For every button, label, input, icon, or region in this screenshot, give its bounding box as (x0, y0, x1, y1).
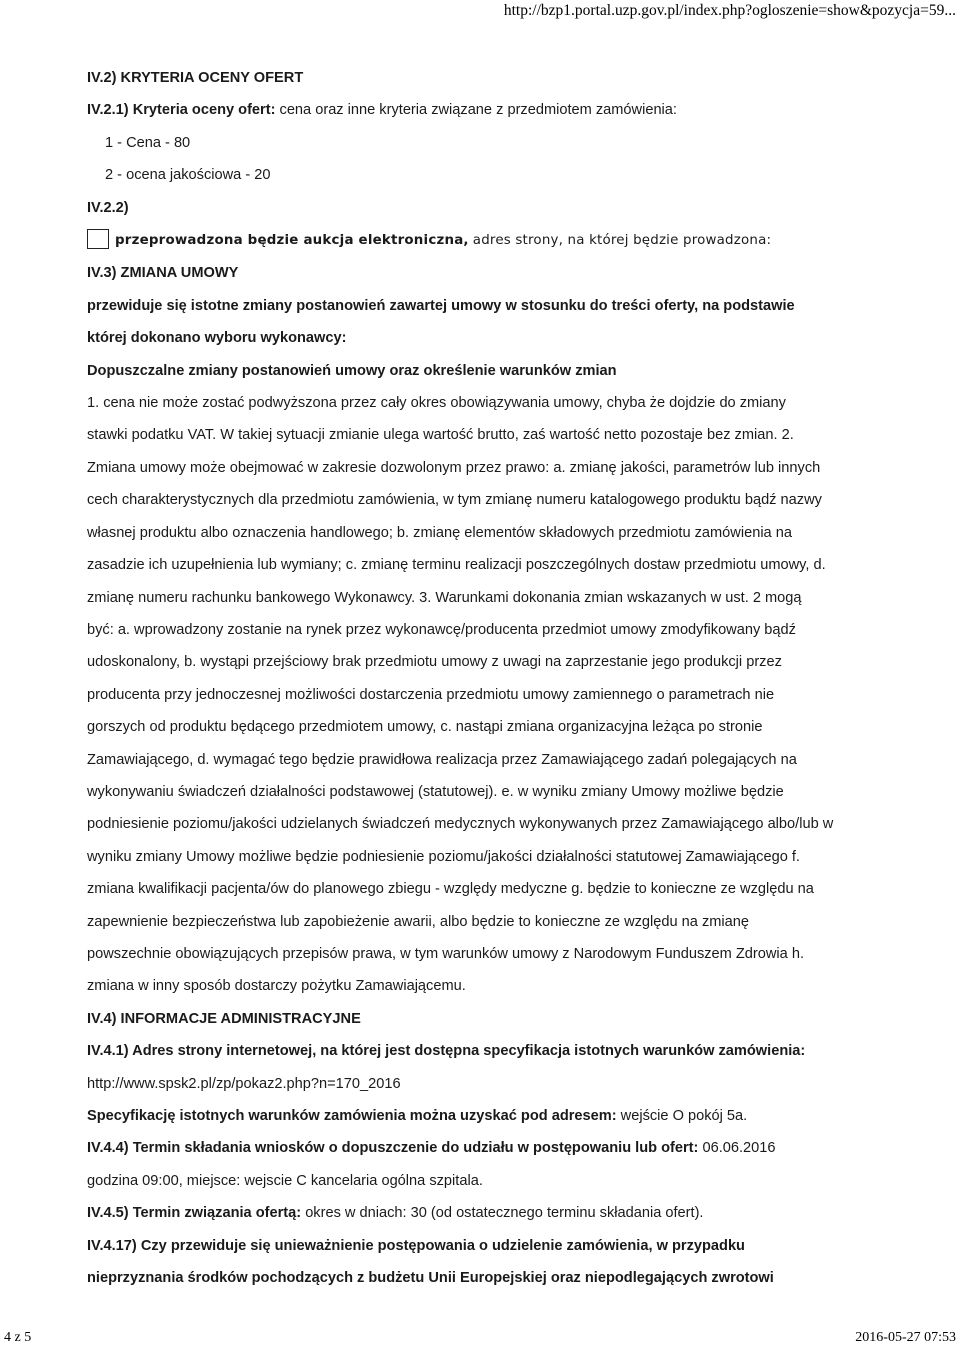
section-iv21-label: IV.2.1) Kryteria oceny ofert: (87, 102, 276, 119)
aukcja-checkbox[interactable] (87, 229, 109, 249)
section-iv21-text: cena oraz inne kryteria związane z przedmiotem zamówienia: (279, 102, 677, 119)
iv3-body-line: 1. cena nie może zostać podwyższona przez cały okres obowiązywania umowy, chyba że dojdzie do zmiany (87, 395, 786, 412)
siwz-address-value: wejście O pokój 5a. (620, 1108, 748, 1124)
print-header-url: http://bzp1.portal.uzp.gov.pl/index.php?ogloszenie=show&pozycja=59... (503, 2, 956, 19)
iv3-body-line: być: a. wprowadzony zostanie na rynek przez wykonawcę/producenta przedmiot umowy zmodyfikowany bądź (87, 621, 796, 638)
section-iv45 (87, 1197, 902, 1229)
iv3-body-line: udoskonalony, b. wystąpi przejściowy brak przedmiotu umowy z uwagi na zaprzestanie jego produkcji przez (87, 654, 782, 671)
section-iv44-line2: godzina 09:00, miejsce: wejscie C kancelaria ogólna szpitala. (87, 1172, 483, 1189)
iv3-body-line: wykonywaniu świadczeń działalności podstawowej (statutowej). e. w wyniku zmiany Umowy możliwe będzie (87, 783, 784, 800)
iv3-body-line: zmiana w inny sposób dostarczy pożytku Zamawiającemu. (87, 978, 466, 995)
page-number: 4 z 5 (4, 1330, 32, 1345)
section-iv45-label: IV.4.5) Termin związania ofertą: (87, 1205, 302, 1222)
iv3-body-line: podniesienie poziomu/jakości udzielanych świadczeń medycznych wykonywanych przez Zamawiającego albo/lub w (87, 816, 834, 833)
iv3-body-line: powszechnie obowiązujących przepisów prawa, w tym warunków umowy z Narodowym Funduszem Zdrowia h. (87, 945, 805, 962)
section-iv44 (87, 1132, 902, 1164)
aukcja-text: adres strony, na której będzie prowadzona: (472, 233, 772, 249)
section-iv417-line1: IV.4.17) Czy przewiduje się unieważnienie postępowania o udzielenie zamówienia, w przypadku (87, 1237, 745, 1254)
iv3-body-line: Zmiana umowy może obejmować w zakresie dozwolonym przez prawo: a. zmianę jakości, parametrów lub innych (87, 459, 821, 476)
iv3-body-line: zmianę numeru rachunku bankowego Wykonawcy. 3. Warunkami dokonania zmian wskazanych w ust. 2 mogą (87, 589, 802, 606)
iv3-body-line: stawki podatku VAT. W takiej sytuacji zmianie ulega wartość brutto, zaś wartość netto pozostaje bez zmian. 2. (87, 427, 794, 444)
iv3-body-line: cech charakterystycznych dla przedmiotu zamówienia, w tym zmianę numeru katalogowego produktu bądź nazwy (87, 492, 822, 509)
section-iv44-label: IV.4.4) Termin składania wniosków o dopuszczenie do udziału w postępowaniu lub ofert: (87, 1140, 699, 1157)
iv3-body-line: producenta przy jednoczesnej możliwości dostarczenia przedmiotu umowy zamiennego o parametrach nie (87, 686, 775, 703)
section-iv2-title: IV.2) KRYTERIA OCENY OFERT (87, 70, 304, 86)
iv3-body-line: Zamawiającego, d. wymagać tego będzie prawidłowa realizacja przez Zamawiającego zadań polegających na (87, 751, 797, 768)
section-iv22-label: IV.2.2) (87, 199, 129, 216)
section-iv4-title: IV.4) INFORMACJE ADMINISTRACYJNE (87, 1010, 361, 1027)
section-iv21 (87, 94, 902, 126)
aukcja-row (87, 224, 902, 257)
siwz-address (87, 1100, 902, 1132)
iv3-body-line: zmiana kwalifikacji pacjenta/ów do planowego zbiegu - względy medyczne g. będzie to konieczne ze względu na (87, 881, 814, 898)
iv3-body-line: gorszych od produktu będącego przedmiotem umowy, c. nastąpi zmiana organizacyjna leżąca po stronie (87, 719, 763, 736)
section-iv45-value: okres w dniach: 30 (od ostatecznego terminu składania ofert). (305, 1205, 704, 1222)
iv3-body-line: zapewnienie bezpieczeństwa lub zapobieżenie awarii, albo będzie to konieczne ze względu na zmianę (87, 913, 749, 930)
document-body (87, 62, 902, 1294)
section-iv3-line2: której dokonano wyboru wykonawcy: (87, 330, 347, 347)
section-iv41-label: IV.4.1) Adres strony internetowej, na której jest dostępna specyfikacja istotnych warunków zamówienia: (87, 1043, 806, 1060)
print-datetime: 2016-05-27 07:53 (855, 1330, 956, 1345)
aukcja-bold-text: przeprowadzona będzie aukcja elektroniczna, (115, 233, 469, 249)
iv3-body-line: zasadzie ich uzupełnienia lub wymiany; c. zmianę terminu realizacji poszczególnych dostaw przedmiotu umowy, d. (87, 557, 826, 574)
siwz-address-label: Specyfikację istotnych warunków zamówienia można uzyskać pod adresem: (87, 1108, 617, 1124)
iv3-body-line: wyniku zmiany Umowy możliwe będzie podniesienie poziomu/jakości działalności statutowej Zamawiającego f. (87, 848, 800, 865)
criterion-1: 1 - Cena - 80 (105, 134, 191, 151)
section-iv3-line1: przewiduje się istotne zmiany postanowień zawartej umowy w stosunku do treści oferty, na podstawie (87, 297, 795, 314)
section-iv3-subtitle: Dopuszczalne zmiany postanowień umowy oraz określenie warunków zmian (87, 362, 617, 379)
section-iv3-title: IV.3) ZMIANA UMOWY (87, 265, 239, 282)
iv3-body-line: własnej produktu albo oznaczenia handlowego; b. zmianę elementów składowych przedmiotu zamówienia na (87, 524, 792, 541)
criterion-2: 2 - ocena jakościowa - 20 (105, 167, 271, 184)
siwz-url-link[interactable]: http://www.spsk2.pl/zp/pokaz2.php?n=170_2016 (87, 1075, 401, 1092)
section-iv44-value: 06.06.2016 (702, 1140, 776, 1157)
section-iv417-line2: nieprzyznania środków pochodzących z budżetu Unii Europejskiej oraz niepodlegających zwrotowi (87, 1270, 774, 1287)
